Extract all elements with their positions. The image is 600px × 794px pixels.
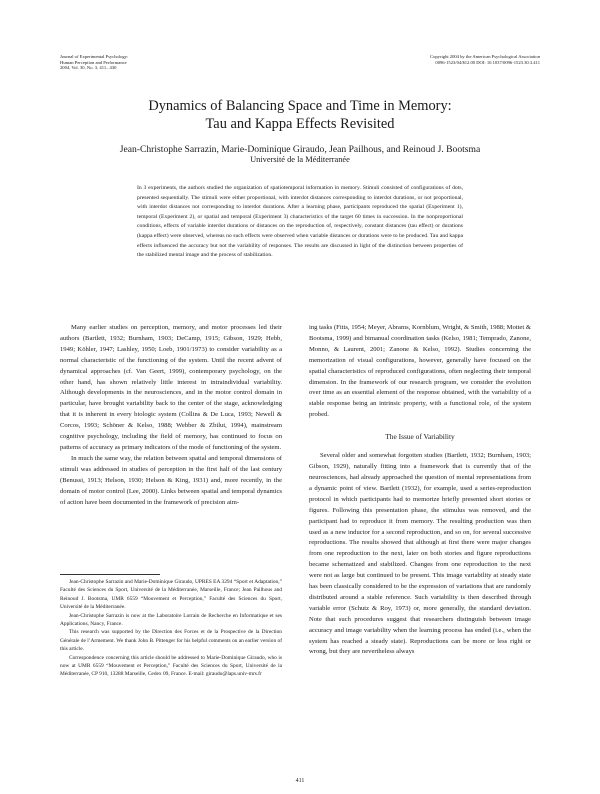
footnote-divider bbox=[60, 574, 160, 575]
body-paragraph: ing tasks (Fitts, 1954; Meyer, Abrams, Kornblum, Wright, & Smith, 1988; Mottet & Bootsma, 1999) and bimanual coordination tasks (Kelso, 1981; Temprado, Zanone, Monno, & Laurent, 2001; Zanone & Kelso, 1992). Studies concerning the memorization of visual configurations, however, generally have focused on the spatial characteristics of reproduced configurations, often neglecting their temporal dimension. In the framework of our research program, we consider the evolution over time as an essential element of the response obtained, with the variability of a stable response being an intrinsic property, with a functional role, of the system probed. bbox=[309, 324, 531, 419]
page-number: 411 bbox=[295, 778, 305, 784]
footnote-current-address: Jean-Christophe Sarrazin is now at the Laboratoire Lorrain de Recherche en Informatique et ses Applications, Nancy, France. bbox=[60, 612, 282, 628]
left-column bbox=[60, 323, 282, 508]
author-list: Jean-Christophe Sarrazin, Marie-Dominique Giraudo, Jean Pailhous, and Reinoud J. Bootsma bbox=[119, 144, 481, 155]
journal-header bbox=[60, 54, 260, 71]
footnote-affiliations: Jean-Christophe Sarrazin and Marie-Dominique Giraudo, UPRES EA 3294 “Sport et Adaptation,” Faculté des Sciences du Sport, Université de la Méditerranée, Marseille, France; Jean Pailhous and Reinoud J. Bootsma, UMR 6559 “Mouvement et Perception,” Faculté des Sciences du Sport, Université de la Méditerranée. bbox=[60, 579, 282, 611]
article-title bbox=[0, 97, 600, 133]
title-line-2: Tau and Kappa Effects Revisited bbox=[205, 116, 395, 132]
footnote-acknowledgment: This research was supported by the Direction des Forces et de la Prospective de la Direction Générale de l’Armement. We thank John B. Pittenger for his helpful comments on an earlier version of this article. bbox=[60, 629, 282, 653]
journal-name-line-1: Journal of Experimental Psychology: bbox=[60, 54, 129, 59]
author-note bbox=[60, 578, 282, 679]
affiliation: Université de la Méditerranée bbox=[250, 155, 350, 164]
journal-volume-line: 2004, Vol. 30, No. 3, 411– 430 bbox=[60, 65, 117, 71]
body-paragraph: Several older and somewhat forgotten studies (Bartlett, 1932; Burnham, 1903; Gibson, 1929), naturally fitting into a framework that is currently that of the neurosciences, had already approached the question of mental representations from a dynamic point of view. Bartlett (1932), for example, used a series-reproduction protocol in which participants had to memorize briefly presented short stories or figures. Following this presentation phase, the stimulus was removed, and the participant had to reproduce it from memory. The resulting production was then used as a new inductor for a second reproduction, and so on, for several successive reproductions. The results showed that although at first there were major changes from one reproduction to the next, later on both stories and figure reproductions became schematized and stabilized. Changes from one reproduction to the next were not as large but continued to be present. This image variability at steady state has been classically considered to be the expression of variations that are randomly distributed around a stable reference. Such variability is then described through variable error (Schutz & Roy, 1973) or, more generally, the standard deviation. Note that such procedures suggest that researchers distinguish between image accuracy and image variability when the learning process has ended (i.e., when the system has reached a steady state). Reproductions can be more or less right or wrong, but they are nevertheless always bbox=[309, 452, 531, 656]
body-paragraph: Many earlier studies on perception, memory, and motor processes led their authors (Bartlett, 1932; Burnham, 1903; DeCamp, 1915; Gibson, 1929; Hebb, 1949; Köhler, 1947; Lashley, 1950; Loeb, 1901/1973) to consider variability as a normal characteristic of the functioning of the system. Until the recent advent of dynamical approaches (cf. Van Geert, 1999), contemporary psychology, on the other hand, has shown relatively little interest in intraindividual variability. Although developments in the neurosciences, and in the motor control domain in particular, have brought variability back to the center of the stage, acknowledging that it is inherent in every biologic system (Collins & De Luca, 1993; Newell & Corcos, 1993; Schöner & Kelso, 1988; Webber & Zbilut, 1994), mainstream cognitive psychology, including the field of memory, has continued to focus on patterns of accuracy as primary indicators of the mode of functioning of the system. bbox=[60, 324, 282, 451]
copyright-line: Copyright 2004 by the American Psychological Association bbox=[430, 54, 540, 59]
body-paragraph: In much the same way, the relation between spatial and temporal dimensions of stimuli was addressed in studies of perception in the first half of the last century (Benussi, 1913; Helson, 1930; Helson & King, 1931) and, more recently, in the domain of motor control (Lee, 2000). Links between spatial and temporal dynamics of action have been documented in the framework of precision aim- bbox=[60, 454, 282, 506]
footnote-correspondence: Correspondence concerning this article should be addressed to Marie-Dominique Giraudo, who is now at UMR 6559 “Mouvement et Perception,” Faculté des Sciences du Sport, Université de la Méditerranée, CP 910, 13288 Marseille, Cedex 09, France. E-mail: giraudo@laps.univ-mrs.fr bbox=[60, 654, 282, 678]
copyright-header bbox=[320, 54, 540, 65]
section-heading: The Issue of Variability bbox=[385, 432, 455, 442]
abstract: In 3 experiments, the authors studied the organization of spatiotemporal information in memory. Stimuli consisted of configurations of dots, presented sequentially. The stimuli were either proportional, with interdot distances corresponding to interdot durations, or not proportional, with interdot distances not corresponding to interdot durations. After a learning phase, participants reproduced the spatial (Experiment 1), temporal (Experiment 2), or spatial and temporal (Experiment 3) characteristics of the target 60 times in succession. In the nonproportional conditions, effects of variable interdot durations or distances on the reproduction of, respectively, constant distances (tau effect) or durations (kappa effect) were observed, whereas no such effects were observed when variable distances or durations were to be produced. Tau and kappa effects influenced the accuracy but not the variability of responses. The results are discussed in light of the distinction between properties of the stabilized mental image and the process of stabilization. bbox=[137, 185, 463, 259]
doi-line: 0096-1523/04/$12.00 DOI: 10.1037/0096-1523.30.3.411 bbox=[435, 59, 540, 65]
title-line-1: Dynamics of Balancing Space and Time in Memory: bbox=[148, 98, 452, 114]
right-column bbox=[309, 323, 531, 658]
journal-name-line-2: Human Perception and Performance bbox=[60, 59, 127, 65]
